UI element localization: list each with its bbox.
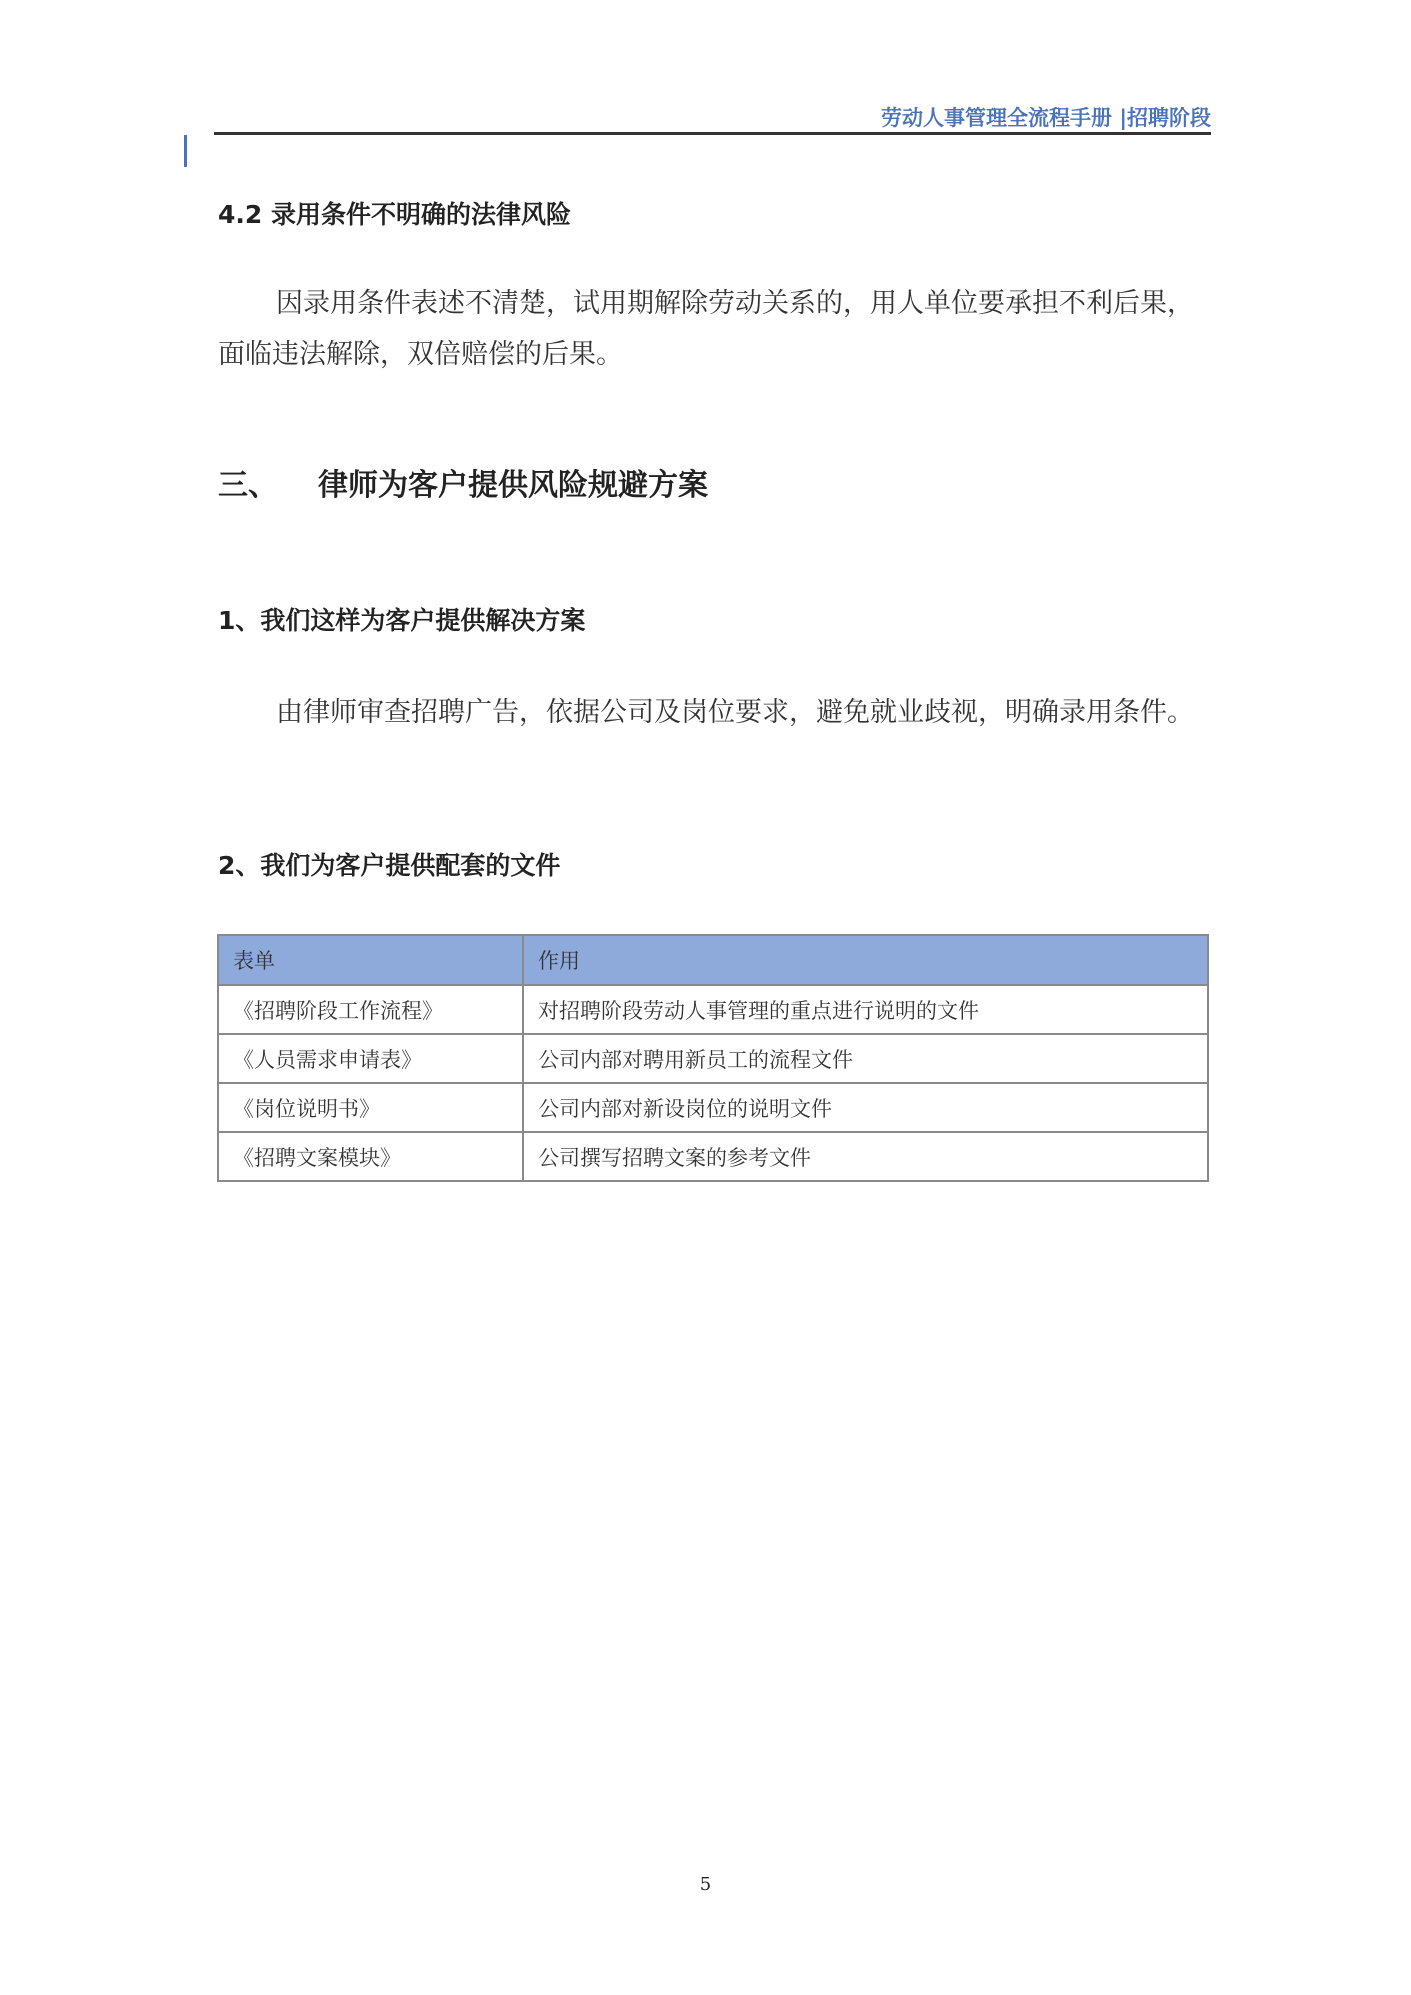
table-cell: 公司内部对新设岗位的说明文件 [523,1083,1208,1132]
table-cell: 《招聘文案模块》 [218,1132,523,1181]
column-header: 作用 [523,935,1208,985]
table-cell: 公司撰写招聘文案的参考文件 [523,1132,1208,1181]
table-cell: 《人员需求申请表》 [218,1034,523,1083]
table-cell: 公司内部对聘用新员工的流程文件 [523,1034,1208,1083]
section-3-heading [218,460,708,504]
table-cell: 《岗位说明书》 [218,1083,523,1132]
section-3-title: 律师为客户提供风险规避方案 [318,468,708,503]
table-cell: 对招聘阶段劳动人事管理的重点进行说明的文件 [523,985,1208,1034]
documents-table [217,934,1209,1182]
margin-marker [184,135,187,167]
table-row [218,1083,1208,1132]
column-header: 表单 [218,935,523,985]
table-cell: 《招聘阶段工作流程》 [218,985,523,1034]
subheading-1: 1、我们这样为客户提供解决方案 [218,606,586,635]
table-header-row [218,935,1208,985]
header-section: |招聘阶段 [1119,106,1211,130]
page-number: 5 [699,1874,712,1895]
table-row [218,1034,1208,1083]
heading-4-2: 4.2 录用条件不明确的法律风险 [218,200,571,229]
table-row [218,1132,1208,1181]
header-divider [214,132,1211,135]
paragraph-4-2: 因录用条件表述不清楚，试用期解除劳动关系的，用人单位要承担不利后果，面临违法解除，双倍赔偿的后果。 [218,288,1194,370]
running-header [881,102,1211,132]
paragraph-1: 由律师审查招聘广告，依据公司及岗位要求，避免就业歧视，明确录用条件。 [276,697,1194,728]
header-title: 劳动人事管理全流程手册 [881,106,1113,130]
table-row [218,985,1208,1034]
section-3-number: 三、 [218,468,278,503]
subheading-2: 2、我们为客户提供配套的文件 [218,851,561,880]
